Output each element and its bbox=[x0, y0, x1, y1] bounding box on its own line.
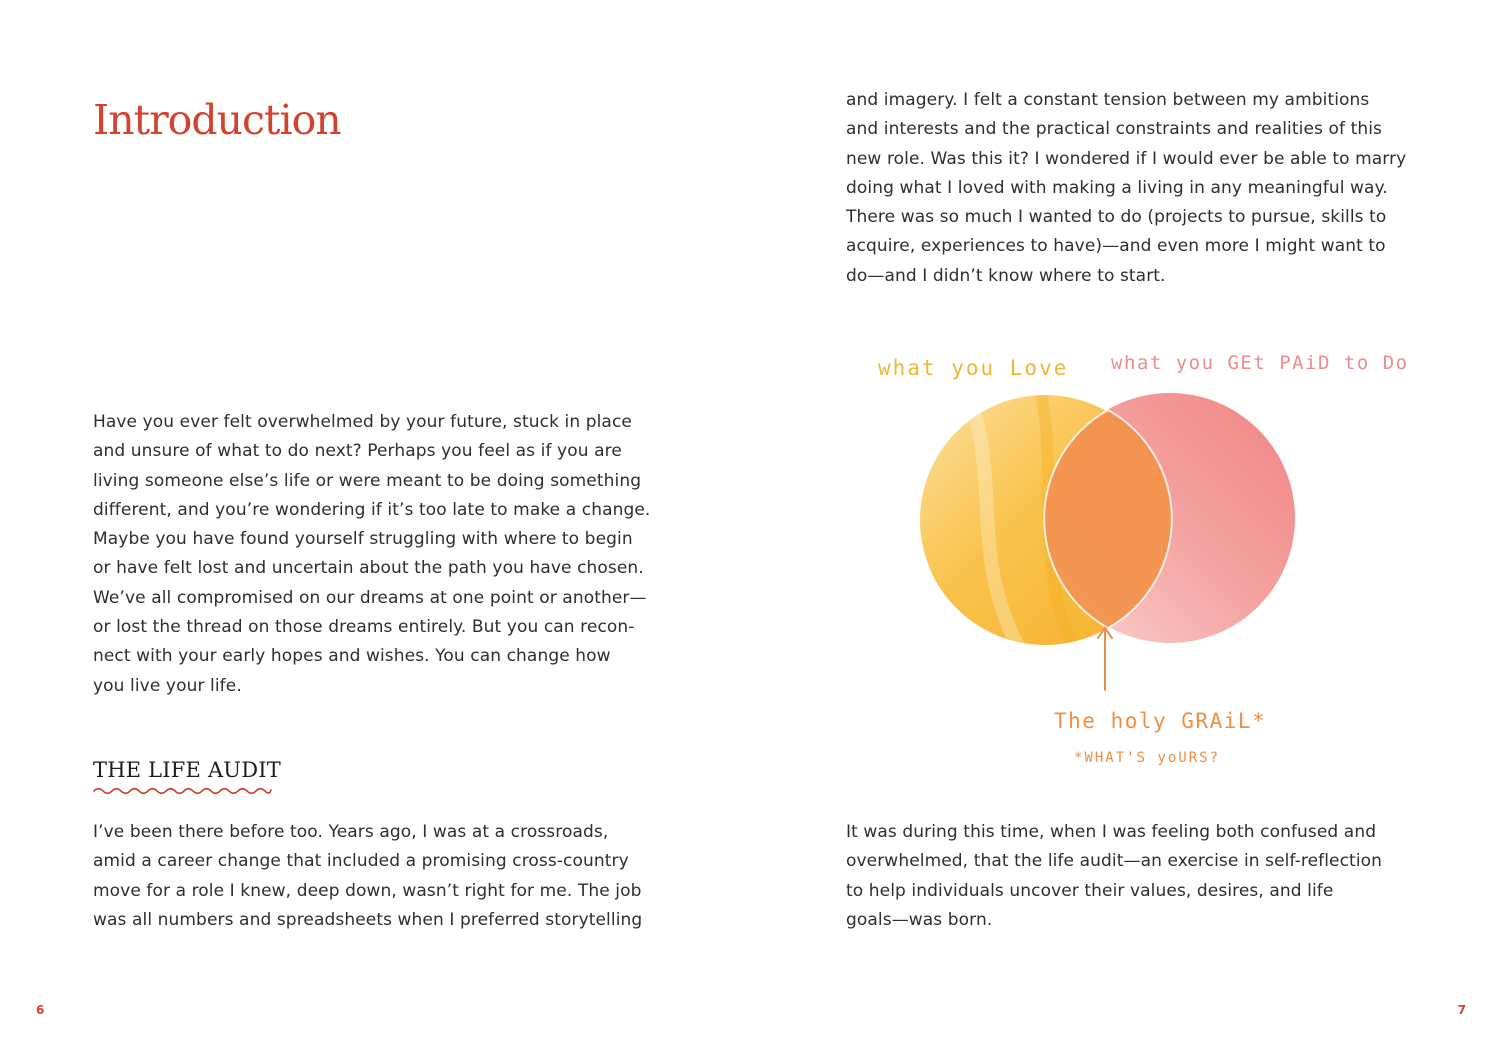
section-heading: THE LIFE AUDIT bbox=[93, 758, 281, 782]
right-page bbox=[750, 0, 1500, 1055]
text-line: was all numbers and spreadsheets when I preferred storytelling bbox=[93, 909, 643, 930]
text-line: and interests and the practical constraints and realities of this bbox=[846, 119, 1382, 140]
page-title: Introduction bbox=[93, 96, 341, 144]
squiggle-underline bbox=[93, 786, 273, 796]
text-line: There was so much I wanted to do (projects to pursue, skills to bbox=[846, 207, 1387, 228]
text-line: goals—was born. bbox=[846, 909, 993, 930]
text-line: We’ve all compromised on our dreams at one point or another— bbox=[93, 587, 647, 608]
text-line: doing what I loved with making a living in any meaningful way. bbox=[846, 177, 1388, 198]
venn-diagram bbox=[850, 330, 1410, 790]
text-line: Maybe you have found yourself struggling with where to begin bbox=[93, 529, 633, 550]
label-whats-yours: *WHAT'S yoURS? bbox=[1074, 750, 1221, 766]
arrow-up-icon bbox=[1098, 628, 1112, 690]
continued-paragraph bbox=[846, 86, 1406, 291]
label-what-you-love: what you Love bbox=[878, 356, 1069, 380]
text-line: living someone else’s life or were meant to be doing something bbox=[93, 470, 642, 491]
text-line: overwhelmed, that the life audit—an exercise in self-reflection bbox=[846, 851, 1383, 872]
text-line: amid a career change that included a promising cross-country bbox=[93, 851, 629, 872]
label-what-you-get-paid: what you GEt PAiD to Do bbox=[1111, 352, 1409, 374]
text-line: move for a role I knew, deep down, wasn’t right for me. The job bbox=[93, 880, 642, 901]
text-line: I’ve been there before too. Years ago, I was at a crossroads, bbox=[93, 822, 609, 842]
label-holy-grail: The holy GRAiL* bbox=[1054, 709, 1267, 733]
text-line: to help individuals uncover their values, desires, and life bbox=[846, 880, 1334, 901]
text-line: you live your life. bbox=[93, 675, 242, 696]
page-number: 7 bbox=[1457, 1003, 1466, 1017]
text-line: acquire, experiences to have)—and even more I might want to bbox=[846, 236, 1386, 257]
text-line: do—and I didn’t know where to start. bbox=[846, 265, 1166, 286]
closing-paragraph bbox=[846, 818, 1382, 935]
text-line: and imagery. I felt a constant tension between my ambitions bbox=[846, 90, 1370, 110]
text-line: and unsure of what to do next? Perhaps you feel as if you are bbox=[93, 441, 622, 462]
text-line: or have felt lost and uncertain about the path you have chosen. bbox=[93, 558, 644, 579]
text-line: or lost the thread on those dreams entirely. But you can recon- bbox=[93, 617, 635, 638]
text-line: nect with your early hopes and wishes. You can change how bbox=[93, 646, 611, 667]
text-line: Have you ever felt overwhelmed by your future, stuck in place bbox=[93, 412, 632, 432]
text-line: new role. Was this it? I wondered if I would ever be able to marry bbox=[846, 148, 1407, 169]
page-number: 6 bbox=[36, 1003, 45, 1017]
audit-paragraph bbox=[93, 818, 642, 935]
text-line: different, and you’re wondering if it’s too late to make a change. bbox=[93, 499, 651, 520]
text-line: It was during this time, when I was feeling both confused and bbox=[846, 822, 1377, 842]
intro-paragraph bbox=[93, 408, 650, 701]
